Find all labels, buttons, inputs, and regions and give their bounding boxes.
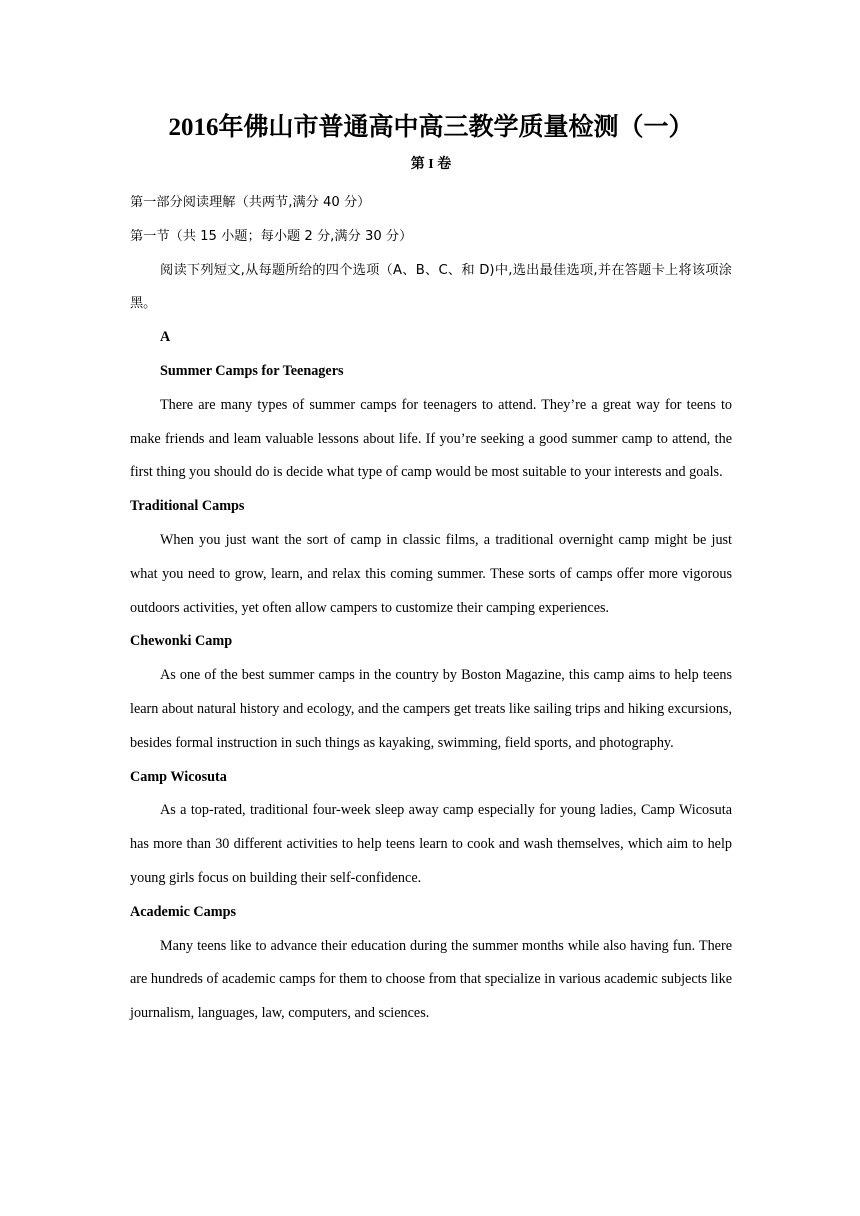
passage-title: Summer Camps for Teenagers xyxy=(160,362,344,379)
camp-wicosuta-heading: Camp Wicosuta xyxy=(130,768,227,785)
passage-intro: There are many types of summer camps for teenagers to attend. They’re a great way for teens to make friends and leam valuable lessons about life. If you’re seeking a good summer camp to attend, the first thing you should do is decide what type of camp would be most suitable to your interests and goals. xyxy=(130,396,732,481)
chewonki-camp-text: As one of the best summer camps in the country by Boston Magazine, this camp aims to help teens learn about natural history and ecology, and the campers get treats like sailing trips and hiking excursions, besides formal instruction in such things as kayaking, swimming, field sports, and photography. xyxy=(130,667,732,751)
volume-label: 第 I 卷 xyxy=(410,157,452,172)
camp-wicosuta-text: As a top-rated, traditional four-week sleep away camp especially for young ladies, Camp Wicosuta has more than 30 different activities to help teens learn to cook and wash themselves, which aim to help young girls focus on building their self-confidence. xyxy=(130,802,732,886)
academic-camps-heading: Academic Camps xyxy=(130,903,236,920)
academic-camps-text: Many teens like to advance their education during the summer months while also having fun. There are hundreds of academic camps for them to choose from that specialize in various academic subjects like journalism, languages, law, computers, and sciences. xyxy=(130,937,732,1022)
exam-page xyxy=(130,108,732,1031)
traditional-camps-heading: Traditional Camps xyxy=(130,498,245,515)
traditional-camps-text: When you just want the sort of camp in classic films, a traditional overnight camp might be just what you need to grow, learn, and relax this coming summer. These sorts of camps offer more vigorous outdoors activities, yet often allow campers to customize their camping experiences. xyxy=(130,531,732,616)
instructions: 阅读下列短文,从每题所给的四个选项（A、B、C、和 D)中,选出最佳选项,并在答题卡上将该项涂黑。 xyxy=(130,262,732,312)
passage-label: A xyxy=(160,329,171,346)
part-heading: 第一部分阅读理解（共两节,满分 40 分） xyxy=(130,195,371,210)
section-heading: 第一节（共 15 小题；每小题 2 分,满分 30 分） xyxy=(130,228,413,244)
exam-title: 2016年佛山市普通高中高三教学质量检测（一） xyxy=(168,114,694,141)
chewonki-camp-heading: Chewonki Camp xyxy=(130,633,233,650)
